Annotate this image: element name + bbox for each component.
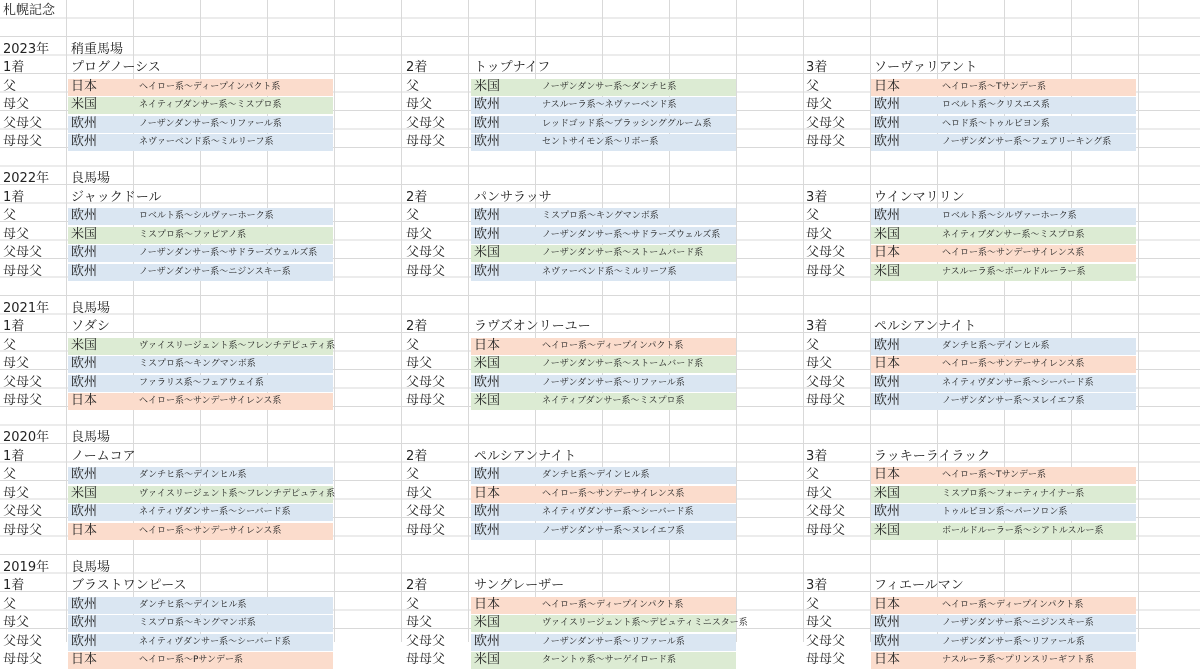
relation-cell[interactable]: 母母父 [806,393,846,408]
pedigree-row [0,614,1200,633]
relation-cell[interactable]: 父 [806,78,820,94]
pedigree-row [0,115,1200,134]
relation-cell[interactable]: 父母父 [406,374,446,390]
sire-line-cell[interactable]: ヘイロー系〜ディープインパクト系 [542,599,684,610]
region-cell[interactable]: 欧州 [71,596,98,612]
relation-cell[interactable]: 母母父 [3,522,43,538]
horse-name-cell[interactable]: ソーヴァリアント [874,60,978,75]
region-cell[interactable]: 日本 [71,78,98,94]
region-cell[interactable]: 欧州 [474,504,501,519]
relation-cell[interactable]: 母母父 [806,652,846,667]
relation-cell[interactable]: 母父 [3,615,30,630]
sire-line-cell[interactable]: ロベルト系〜シルヴァーホーク系 [942,211,1077,221]
horse-name-cell[interactable]: ウインマリリン [874,189,965,205]
placing-row [0,189,1200,208]
pedigree-row [0,96,1200,115]
relation-cell[interactable]: 母父 [406,356,433,371]
sire-line-cell[interactable]: セントサイモン系〜リボー系 [542,137,659,147]
region-cell[interactable]: 日本 [474,596,501,612]
place-cell[interactable]: 3着 [806,189,828,205]
relation-cell[interactable]: 母母父 [406,652,446,667]
year-cell[interactable]: 2020年 [3,430,50,445]
relation-cell[interactable]: 父 [806,208,820,223]
sire-line-cell[interactable]: ネイティブダンサー系〜ミスプロ系 [942,229,1085,240]
sire-line-cell[interactable]: ファラリス系〜フェアウェイ系 [139,377,264,388]
region-cell[interactable]: 欧州 [474,226,501,242]
sire-line-cell[interactable]: ネヴァーベンド系〜ミルリーフ系 [542,266,677,277]
sire-line-cell[interactable]: ナスルーラ系〜プリンスリーギフト系 [942,655,1095,665]
year-header-row [0,300,1200,319]
relation-cell[interactable]: 母母父 [406,522,446,538]
relation-cell[interactable]: 父 [406,337,420,353]
place-cell[interactable]: 1着 [3,319,25,334]
year-cell[interactable]: 2019年 [3,559,50,575]
sire-line-cell[interactable]: ヘイロー系〜ディープインパクト系 [542,340,684,351]
region-cell[interactable]: 欧州 [71,245,98,260]
region-cell[interactable]: 欧州 [71,263,98,279]
horse-name-cell[interactable]: ブラストワンピース [71,578,187,593]
region-cell[interactable]: 日本 [71,393,98,408]
relation-cell[interactable]: 母父 [3,356,30,371]
region-cell[interactable]: 日本 [874,356,901,371]
horse-name-cell[interactable]: ラヴズオンリーユー [474,319,591,334]
sire-line-cell[interactable]: ミスプロ系〜キングマンボ系 [542,211,659,221]
sire-line-cell[interactable]: ヘイロー系〜Pサンデー系 [139,655,243,665]
relation-cell[interactable]: 父母父 [806,504,846,519]
region-cell[interactable]: 欧州 [874,337,901,353]
sire-line-cell[interactable]: ノーザンダンサー系〜ストームバード系 [542,248,704,258]
region-cell[interactable]: 欧州 [474,208,501,223]
horse-name-cell[interactable]: プログノーシス [71,60,161,75]
sire-line-cell[interactable]: ヘイロー系〜サンデーサイレンス系 [139,525,282,536]
region-cell[interactable]: 欧州 [71,208,98,223]
relation-cell[interactable]: 父母父 [3,245,43,260]
region-cell[interactable]: 欧州 [474,467,501,482]
track-condition-cell[interactable]: 良馬場 [71,559,111,575]
relation-cell[interactable]: 父 [3,208,17,223]
region-cell[interactable]: 欧州 [71,504,98,519]
sire-line-cell[interactable]: トゥルビヨン系〜パーソロン系 [942,507,1068,517]
relation-cell[interactable]: 母父 [806,485,833,501]
relation-cell[interactable]: 父 [3,337,17,353]
sire-line-cell[interactable]: ダンチヒ系〜デインヒル系 [139,470,247,480]
sire-line-cell[interactable]: ミスプロ系〜キングマンボ系 [139,359,256,369]
horse-name-cell[interactable]: パンサラッサ [474,189,552,205]
region-cell[interactable]: 日本 [874,245,901,260]
relation-cell[interactable]: 母父 [3,226,30,242]
placing-row [0,577,1200,596]
sire-line-cell[interactable]: ネイティヴダンサー系〜シーバード系 [942,377,1094,388]
region-cell[interactable]: 欧州 [874,208,901,223]
sire-line-cell[interactable]: ヴァイスリージェント系〜フレンチデピュティ系 [139,340,336,351]
relation-cell[interactable]: 母父 [806,97,833,112]
horse-name-cell[interactable]: トップナイフ [474,60,551,75]
region-cell[interactable]: 欧州 [71,467,98,482]
region-cell[interactable]: 欧州 [874,504,901,519]
place-cell[interactable]: 3着 [806,60,828,75]
sire-line-cell[interactable]: レッドゴッド系〜ブラッシンググルーム系 [542,118,712,129]
sire-line-cell[interactable]: ダンチヒ系〜デインヒル系 [139,599,247,610]
region-cell[interactable]: 米国 [874,522,901,538]
region-cell[interactable]: 米国 [71,97,98,112]
sire-line-cell[interactable]: ヘイロー系〜Tサンデー系 [942,81,1047,92]
sire-line-cell[interactable]: ヘイロー系〜サンデーサイレンス系 [139,396,282,406]
year-header-row [0,559,1200,578]
region-cell[interactable]: 欧州 [474,134,501,149]
relation-cell[interactable]: 母父 [406,97,433,112]
relation-cell[interactable]: 父 [3,78,17,94]
sire-line-cell[interactable]: ノーザンダンサー系〜リファール系 [942,636,1085,647]
place-cell[interactable]: 2着 [406,578,428,593]
sheet-title-row [0,2,1200,21]
track-condition-cell[interactable]: 良馬場 [71,430,111,445]
pedigree-row [0,522,1200,541]
sire-line-cell[interactable]: ヘイロー系〜Tサンデー系 [942,470,1047,480]
relation-cell[interactable]: 母父 [406,226,433,242]
sire-line-cell[interactable]: ノーザンダンサー系〜ニジンスキー系 [942,618,1094,628]
region-cell[interactable]: 欧州 [474,263,501,279]
horse-name-cell[interactable]: ペルシアンナイト [874,319,977,334]
sire-line-cell[interactable]: ノーザンダンサー系〜ヌレイエフ系 [942,396,1085,406]
place-cell[interactable]: 1着 [3,448,25,464]
region-cell[interactable]: 日本 [874,78,901,94]
relation-cell[interactable]: 父母父 [406,633,446,649]
place-cell[interactable]: 3着 [806,448,828,464]
region-cell[interactable]: 欧州 [474,374,501,390]
pedigree-row [0,503,1200,522]
relation-cell[interactable]: 母母父 [3,393,43,408]
sire-line-cell[interactable]: ノーザンダンサー系〜サドラーズウェルズ系 [542,229,721,240]
sire-line-cell[interactable]: ヘイロー系〜ディープインパクト系 [139,81,281,92]
sheet-title[interactable]: 札幌記念 [3,3,56,18]
region-cell[interactable]: 欧州 [874,115,901,131]
region-cell[interactable]: 欧州 [71,633,98,649]
sire-line-cell[interactable]: ネイティブダンサー系〜ミスプロ系 [542,396,685,406]
relation-cell[interactable]: 父 [3,596,17,612]
place-cell[interactable]: 2着 [406,319,428,334]
relation-cell[interactable]: 母母父 [3,652,43,667]
horse-name-cell[interactable]: ノームコア [71,448,136,464]
horse-name-cell[interactable]: サングレーザー [474,578,565,593]
year-cell[interactable]: 2021年 [3,300,50,316]
pedigree-row [0,78,1200,97]
pedigree-row [0,207,1200,226]
sire-line-cell[interactable]: ノーザンダンサー系〜サドラーズウェルズ系 [139,248,318,258]
pedigree-row [0,133,1200,152]
place-cell[interactable]: 3着 [806,319,828,334]
sire-line-cell[interactable]: ロベルト系〜クリスエス系 [942,100,1050,110]
region-cell[interactable]: 日本 [71,522,98,538]
sire-line-cell[interactable]: ダンチヒ系〜デインヒル系 [942,340,1050,351]
sire-line-cell[interactable]: ノーザンダンサー系〜ニジンスキー系 [139,266,291,277]
relation-cell[interactable]: 父 [406,467,420,482]
region-cell[interactable]: 欧州 [71,356,98,371]
horse-name-cell[interactable]: ジャックドール [71,189,162,205]
sire-line-cell[interactable]: ダンチヒ系〜デインヒル系 [542,470,650,480]
region-cell[interactable]: 欧州 [474,115,501,131]
relation-cell[interactable]: 母父 [406,485,433,501]
place-cell[interactable]: 1着 [3,578,25,593]
relation-cell[interactable]: 父母父 [3,115,43,131]
relation-cell[interactable]: 母母父 [3,263,43,279]
relation-cell[interactable]: 父母父 [806,633,846,649]
place-cell[interactable]: 3着 [806,578,828,593]
relation-cell[interactable]: 母父 [3,485,30,501]
region-cell[interactable]: 米国 [474,652,501,667]
sire-line-cell[interactable]: ネイティブダンサー系〜ミスプロ系 [139,100,282,110]
relation-cell[interactable]: 母母父 [3,134,43,149]
region-cell[interactable]: 米国 [71,337,98,353]
region-cell[interactable]: 欧州 [874,393,901,408]
relation-cell[interactable]: 母父 [806,226,833,242]
relation-cell[interactable]: 父 [806,337,820,353]
track-condition-cell[interactable]: 稍重馬場 [71,41,124,57]
pedigree-row [0,226,1200,245]
relation-cell[interactable]: 父母父 [806,374,846,390]
region-cell[interactable]: 米国 [474,245,501,260]
sire-line-cell[interactable]: ヘイロー系〜ディープインパクト系 [942,599,1084,610]
region-cell[interactable]: 日本 [874,467,901,482]
relation-cell[interactable]: 母父 [406,615,433,630]
sire-line-cell[interactable]: ノーザンダンサー系〜リファール系 [542,636,685,647]
year-header-row [0,170,1200,189]
region-cell[interactable]: 米国 [474,78,501,94]
year-header-row [0,429,1200,448]
track-condition-cell[interactable]: 良馬場 [71,300,111,316]
region-cell[interactable]: 米国 [874,485,901,501]
sire-line-cell[interactable]: ネイティヴダンサー系〜シーバード系 [139,507,291,517]
relation-cell[interactable]: 父母父 [3,633,43,649]
relation-cell[interactable]: 母母父 [806,263,846,279]
placing-row [0,59,1200,78]
sire-line-cell[interactable]: ミスプロ系〜ファピアノ系 [139,229,247,240]
region-cell[interactable]: 米国 [71,226,98,242]
pedigree-row [0,651,1200,670]
sire-line-cell[interactable]: ノーザンダンサー系〜ダンチヒ系 [542,81,677,92]
sire-line-cell[interactable]: ミスプロ系〜フォーティナイナー系 [942,488,1085,499]
place-cell[interactable]: 1着 [3,189,25,205]
region-cell[interactable]: 欧州 [874,97,901,112]
sire-line-cell[interactable]: ナスルーラ系〜ネヴァーベンド系 [542,100,677,110]
pedigree-row [0,392,1200,411]
place-cell[interactable]: 2着 [406,60,428,75]
sire-line-cell[interactable]: ノーザンダンサー系〜ヌレイエフ系 [542,525,685,536]
region-cell[interactable]: 欧州 [874,374,901,390]
relation-cell[interactable]: 父 [806,596,820,612]
year-cell[interactable]: 2023年 [3,41,50,57]
pedigree-row [0,355,1200,374]
placing-row [0,318,1200,337]
pedigree-row [0,337,1200,356]
place-cell[interactable]: 1着 [3,60,25,75]
relation-cell[interactable]: 母母父 [806,522,846,538]
pedigree-row [0,596,1200,615]
placing-row [0,448,1200,467]
year-cell[interactable]: 2022年 [3,171,50,186]
sire-line-cell[interactable]: ネイティヴダンサー系〜シーバード系 [542,507,694,517]
sire-line-cell[interactable]: ヘイロー系〜サンデーサイレンス系 [942,359,1085,369]
horse-name-cell[interactable]: ラッキーライラック [874,448,991,464]
pedigree-row [0,263,1200,282]
region-cell[interactable]: 日本 [474,337,501,353]
region-cell[interactable]: 欧州 [474,633,501,649]
relation-cell[interactable]: 母父 [3,97,30,112]
region-cell[interactable]: 米国 [474,615,501,630]
region-cell[interactable]: 米国 [71,485,98,501]
region-cell[interactable]: 日本 [874,652,901,667]
sire-line-cell[interactable]: ノーザンダンサー系〜リファール系 [139,118,282,129]
relation-cell[interactable]: 母父 [806,356,833,371]
region-cell[interactable]: 欧州 [474,522,501,538]
place-cell[interactable]: 2着 [406,448,428,464]
sire-line-cell[interactable]: ナスルーラ系〜ボールドルーラー系 [942,266,1086,277]
pedigree-row [0,244,1200,263]
sire-line-cell[interactable]: ヘロド系〜トゥルビヨン系 [942,118,1050,129]
horse-name-cell[interactable]: フィエールマン [874,578,964,593]
relation-cell[interactable]: 母母父 [806,134,846,149]
region-cell[interactable]: 米国 [874,226,901,242]
horse-name-cell[interactable]: ソダシ [71,319,110,334]
relation-cell[interactable]: 父 [406,208,420,223]
pedigree-row [0,374,1200,393]
sire-line-cell[interactable]: ヴァイスリージェント系〜フレンチデピュティ系 [139,488,336,499]
region-cell[interactable]: 欧州 [71,615,98,630]
sire-line-cell[interactable]: ノーザンダンサー系〜フェアリーキング系 [942,137,1112,147]
region-cell[interactable]: 欧州 [71,134,98,149]
region-cell[interactable]: 日本 [874,596,901,612]
region-cell[interactable]: 欧州 [474,97,501,112]
region-cell[interactable]: 欧州 [71,374,98,390]
relation-cell[interactable]: 母母父 [406,263,446,279]
sire-line-cell[interactable]: ヘイロー系〜サンデーサイレンス系 [942,248,1085,258]
region-cell[interactable]: 日本 [71,652,98,667]
pedigree-row [0,485,1200,504]
place-cell[interactable]: 2着 [406,189,428,205]
region-cell[interactable]: 欧州 [874,615,901,630]
relation-cell[interactable]: 父母父 [3,374,43,390]
sire-line-cell[interactable]: ターントゥ系〜サーゲイロード系 [542,655,676,665]
sire-line-cell[interactable]: ロベルト系〜シルヴァーホーク系 [139,211,274,221]
region-cell[interactable]: 欧州 [874,633,901,649]
sire-line-cell[interactable]: ヘイロー系〜サンデーサイレンス系 [542,488,685,499]
relation-cell[interactable]: 父母父 [3,504,43,519]
horse-name-cell[interactable]: ペルシアンナイト [474,448,577,464]
region-cell[interactable]: 米国 [474,393,501,408]
relation-cell[interactable]: 父母父 [806,245,846,260]
sire-line-cell[interactable]: ボールドルーラー系〜シアトルスルー系 [942,525,1104,536]
relation-cell[interactable]: 父 [406,78,420,94]
relation-cell[interactable]: 母母父 [406,134,446,149]
region-cell[interactable]: 日本 [474,485,501,501]
relation-cell[interactable]: 父 [806,467,820,482]
relation-cell[interactable]: 父 [406,596,420,612]
region-cell[interactable]: 欧州 [874,134,901,149]
sire-line-cell[interactable]: ヴァイスリージェント系〜デピュティミニスター系 [542,618,748,628]
relation-cell[interactable]: 父母父 [406,115,446,131]
sire-line-cell[interactable]: ネイティヴダンサー系〜シーバード系 [139,636,291,647]
sire-line-cell[interactable]: ミスプロ系〜キングマンボ系 [139,618,256,628]
year-header-row [0,41,1200,60]
relation-cell[interactable]: 父母父 [406,245,446,260]
sire-line-cell[interactable]: ノーザンダンサー系〜ストームバード系 [542,359,704,369]
relation-cell[interactable]: 母父 [806,615,833,630]
region-cell[interactable]: 米国 [874,263,901,279]
relation-cell[interactable]: 父母父 [806,115,846,131]
sire-line-cell[interactable]: ネヴァーベンド系〜ミルリーフ系 [139,137,274,147]
relation-cell[interactable]: 父 [3,467,17,482]
region-cell[interactable]: 米国 [474,356,501,371]
relation-cell[interactable]: 母母父 [406,393,446,408]
region-cell[interactable]: 欧州 [71,115,98,131]
sire-line-cell[interactable]: ノーザンダンサー系〜リファール系 [542,377,685,388]
track-condition-cell[interactable]: 良馬場 [71,171,111,186]
relation-cell[interactable]: 父母父 [406,504,446,519]
pedigree-row [0,466,1200,485]
